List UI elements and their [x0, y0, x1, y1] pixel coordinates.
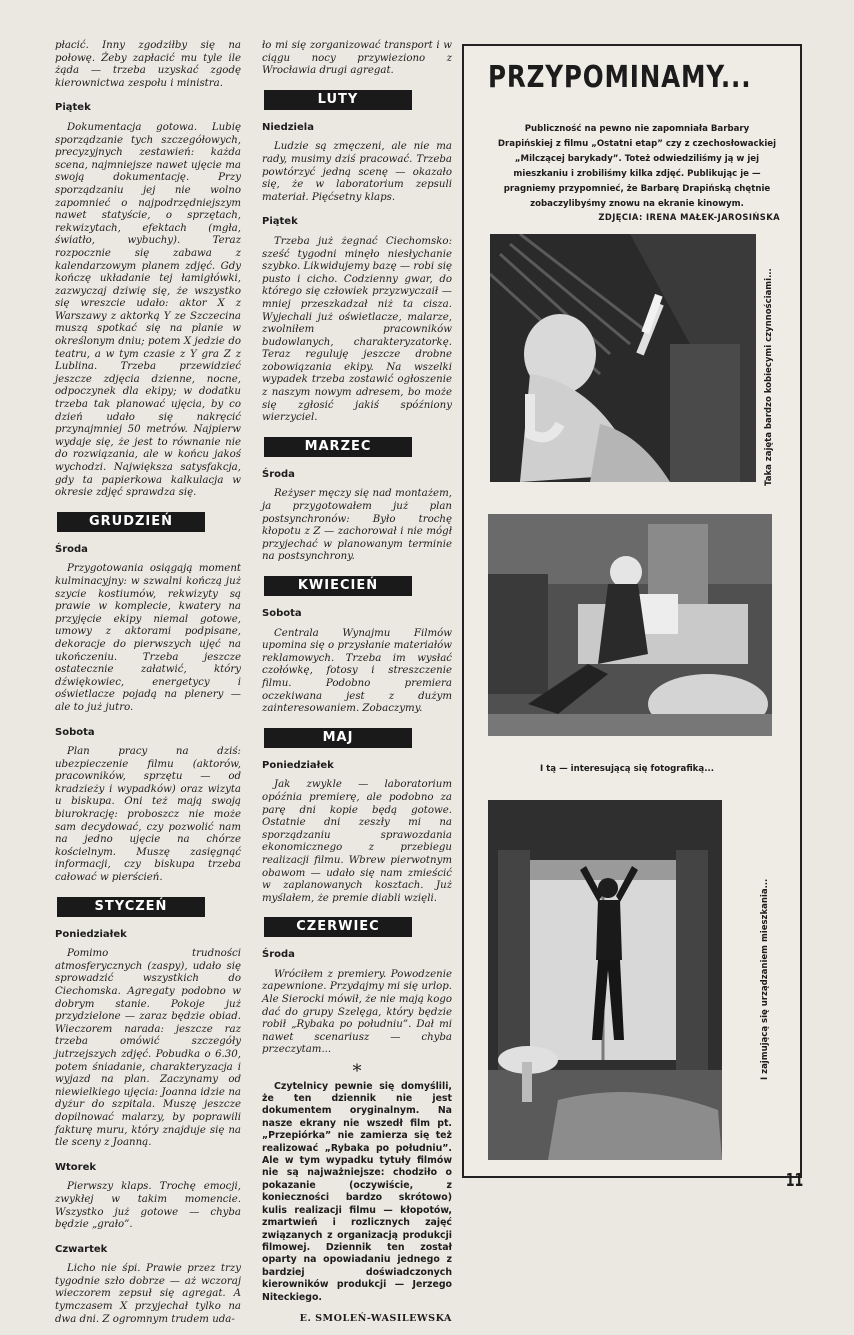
author-signature: E. SMOLEŃ-WASILEWSKA [299, 1312, 452, 1324]
article-column-2 [262, 40, 452, 1326]
paragraph: Dokumentacja gotowa. Lubię sporządzanie tych szczegółowych, precyzyjnych zestawień: każda scena, najmniejsze nawet ujęcie ma swoją dokumentację. Przy sporządzaniu jej nie wolno zapomnieć o najpodrzędniejszym nawet statyście, o sprzętach, rekwizytach, efektach (mgła, światło, wybuchy). Teraz rozpocznie się zabawa z kalendarzowym planem zdjęć. Gdy kończę układanie tej łamigłówki, zazwyczaj dziwię się, że wszystko się wreszcie udało: aktor X z Warszawy z aktorką Y ze Szczecina muszą spotkać się na planie w określonym dniu; potem X jedzie do teatru, a w tym czasie z Y gra Z z Lublina. Trzeba przewidzieć jeszcze zdjęcia dzienne, nocne, odpoczynek dla ekipy; w dodatku trzeba tak planować ujęcia, by co dzień udało się nakręcić przynajmniej 50 metrów. Najpierw wydaje się, że jest to równanie nie do rozwiązania, ale w końcu jakoś wychodzi. Największa satysfakcja, gdy ta papierkowa kalkulacja w okresie zdjęć sprawdza się. [55, 121, 241, 499]
page-number: 11 [785, 1170, 804, 1191]
day-heading: Wtorek [55, 1161, 97, 1173]
day-heading: Piątek [262, 216, 298, 228]
paragraph: płacić. Inny zgodziłby się na połowę. Żeby zapłacić mu tyle ile żąda — trzeba uzyskać zgodę kierownictwa zespołu i ministra. [55, 40, 241, 89]
sidebar-headline: PRZYPOMINAMY... [488, 60, 752, 95]
photo-1-caption: Taka zajęta bardzo kobiecymi czynnościami... [764, 268, 774, 486]
photo-credit: ZDJĘCIA: IRENA MAŁEK-JAROSIŃSKA [598, 212, 780, 222]
month-heading-marzec: MARZEC [264, 437, 412, 457]
article-column-1 [55, 40, 241, 1335]
photo-woman-at-desk [488, 514, 772, 736]
section-separator: * [352, 1061, 362, 1083]
day-heading: Poniedziałek [55, 928, 127, 940]
day-heading: Sobota [262, 608, 302, 619]
photo-woman-at-window [488, 800, 722, 1160]
paragraph: Reżyser męczy się nad montażem, ja przygotowałem już plan postsynchronów: Było trochę kłopotu z Z — zachorował i nie mógł przyjechać w planowanym terminie na postsynchrony. [262, 488, 452, 563]
photo-3-caption: I zajmującą się urządzaniem mieszkania... [760, 878, 770, 1080]
photo-1-image [490, 234, 756, 482]
month-heading-czerwiec: CZERWIEC [264, 917, 412, 937]
paragraph: Pomimo trudności atmosferycznych (zaspy), udało się sprowadzić wszystkich do Ciechomska. Agregaty podobno w dobrym stanie. Pokoje już przydzielone — zaraz będzie obiad. Wieczorem narada: jeszcze raz trzeba omówić szczegóły jutrzejszych zdjęć. Pobudka o 6.30, potem śniadanie, charakteryzacja i wyjazd na plan. Zaczynamy od niewielkiego ujęcia: Joanna idzie na dyżur do szpitala. Muszę jeszcze dopilnować malarzy, by poprawili fakturę muru, który znajduje się na tle sceny z Joanną. [55, 948, 241, 1149]
sidebar-intro: Publiczność na pewno nie zapomniała Barbary Drapińskiej z filmu „Ostatni etap” czy z czechosłowackiej „Milczącej barykady”. Toteż odwiedziliśmy ją w jej mieszkaniu i zrobiliśmy kilka zdjęć. Publikując je — pragniemy przypomnieć, że Barbarę Drapińską chętnie zobaczylibyśmy znowu na ekranie kinowym. [497, 124, 777, 209]
month-heading-kwiecien: KWIECIEŃ [264, 576, 412, 596]
day-heading: Środa [262, 468, 295, 480]
month-heading-grudzien: GRUDZIEŃ [57, 512, 205, 532]
paragraph: Trzeba już żegnać Ciechomsko: sześć tygodni minęło niesłychanie szybko. Likwidujemy bazę — robi się pusto i cicho. Codzienny gwar, do którego się człowiek przyzwyczaił — mniej przeszkadzał niż ta cisza. Wyjechali już oświetlacze, malarze, zwolniłem pracowników budowlanych, charakteryzatorkę. Teraz reguluję jeszcze drobne zobowiązania ekipy. Na wszelki wypadek trzeba zostawić ogłoszenie z naszym nowym adresem, bo może się zgłosić jakiś spóźniony wierzyciel. [262, 235, 452, 424]
day-heading: Piątek [55, 102, 91, 114]
day-heading: Środa [55, 543, 88, 555]
closing-note: Czytelnicy pewnie się domyślili, że ten dziennik nie jest dokumentem oryginalnym. Na nasze ekrany nie wszedł film pt. „Przepiórka” nie zamierza się też realizować „Rybaka po południu”. Ale w tym wypadku tytuły filmów nie są najważniejsze: chodziło o pokazanie (oczywiście, z konieczności bardzo skrótowo) kulis realizacji filmu — kłopotów, zmartwień i rozlicznych zajęć związanych z organizacją produkcji filmowej. Dziennik ten został oparty na opowiadaniu jednego z bardziej doświadczonych kierowników produkcji — Jerzego Niteckiego. [262, 1080, 452, 1303]
day-heading: Niedziela [262, 121, 314, 133]
day-heading: Sobota [55, 726, 95, 738]
paragraph: ło mi się zorganizować transport i w ciągu nocy przywieziono z Wrocławia drugi agregat. [262, 40, 452, 77]
paragraph: Wróciłem z premiery. Powodzenie zapewnione. Przydajmy mi się urlop. Ale Sierocki mówił, że nie mają kogo dać do grupy Szelęga, który będzie robił „Rybaka po południu”. Dał mi nawet scenariusz — chyba przeczytam... [262, 968, 452, 1056]
month-heading-maj: MAJ [264, 728, 412, 748]
photo-3-image [488, 800, 722, 1160]
photo-2-image [488, 514, 772, 736]
paragraph: Plan pracy na dziś: ubezpieczenie filmu (aktorów, pracowników, sprzętu — od kradzieży i wypadków) oraz wizyta u biskupa. Oni też mają swoją biurokrację: proboszcz nie może sam decydować, czy pozwolić nam na jedno ujęcie na chórze kościelnym. Muszę zasięgnąć informacji, czy biskupa trzeba całować w pierścień. [55, 746, 241, 884]
paragraph: Pierwszy klaps. Trochę emocji, zwykłej w takim momencie. Wszystko już gotowe — chyba będzie „grało”. [55, 1181, 241, 1231]
day-heading: Poniedziałek [262, 759, 334, 771]
day-heading: Środa [262, 949, 295, 961]
day-heading: Czwartek [55, 1243, 108, 1255]
photo-2-caption: I tą — interesującą się fotografiką... [539, 764, 714, 774]
paragraph: Jak zwykle — laboratorium opóźnia premierę, ale podobno za parę dni kopie będą gotowe. Ostatnie dni zeszły mi na sporządzaniu sprawozdania ekonomicznego z przebiegu realizacji filmu. Wbrew pierwotnym obawom — udało się nam zmieścić w zaplanowanych kosztach. Już myślałem, że premie diabli wzięli. [262, 779, 452, 904]
paragraph: Centrala Wynajmu Filmów upomina się o przysłanie materiałów reklamowych. Trzeba im wysłać czołówkę, fotosy i streszczenie filmu. Podobno premiera oczekiwana jest z dużym zainteresowaniem. Zobaczymy. [262, 627, 452, 715]
paragraph: Licho nie śpi. Prawie przez trzy tygodnie szło dobrze — aż wczoraj wieczorem zepsuł się agregat. A tymczasem X przyjechał tylko na dwa dni. Z ogromnym trudem uda- [55, 1263, 241, 1325]
month-heading-styczen: STYCZEŃ [57, 897, 205, 917]
paragraph: Ludzie są zmęczeni, ale nie ma rady, musimy dziś pracować. Trzeba powtórzyć jedną scenę — okazało się, że w laboratorium zepsuli materiał. Pięćsetny klaps. [262, 141, 452, 203]
paragraph: Przygotowania osiągają moment kulminacyjny: w szwalni kończą już szycie kostiumów, rekwizyty są prawie w komplecie, kwatery na przyjęcie ekipy niemal gotowe, umowy z aktorami podpisane, dekoracje do pierwszych ujęć na ukończeniu. Trzeba jeszcze ostatecznie załatwić, który dźwiękowiec, energetycy i oświetlacze pojadą na plenery — ale to już jutro. [55, 563, 241, 713]
photo-woman-with-mirror [490, 234, 756, 482]
month-heading-luty: LUTY [264, 90, 412, 110]
